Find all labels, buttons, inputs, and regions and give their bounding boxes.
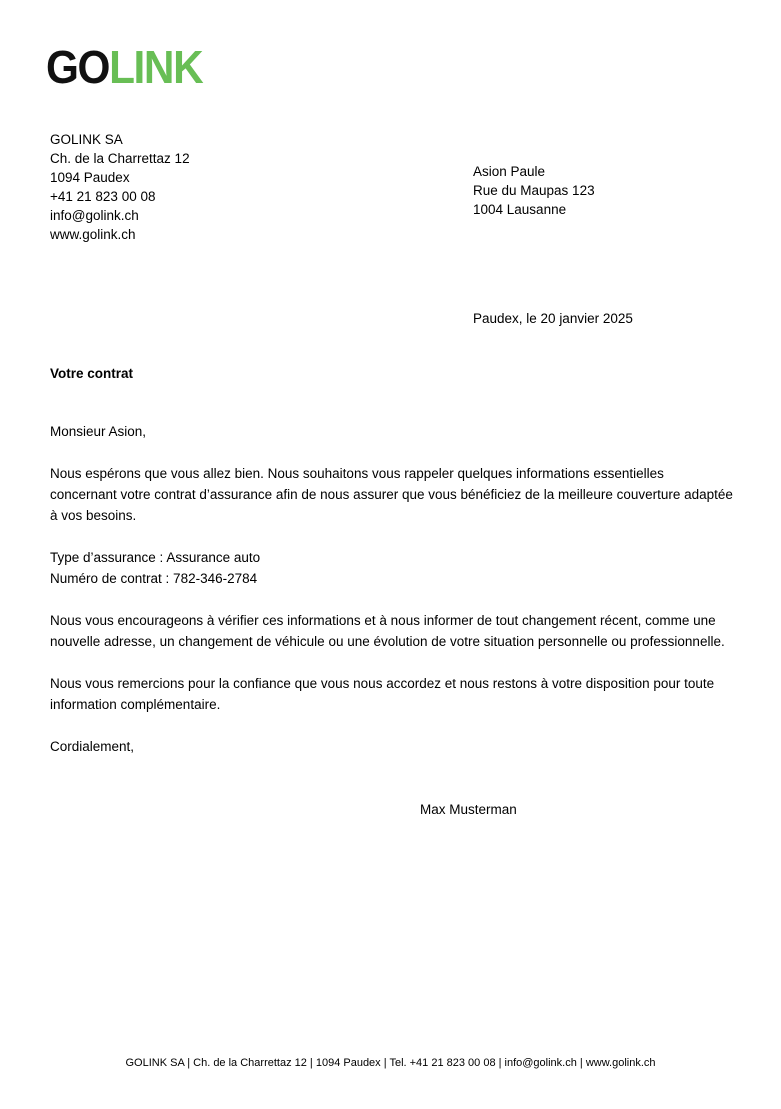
recipient-name: Asion Paule — [473, 164, 546, 179]
company-logo — [46, 41, 203, 93]
closing: Cordialement, — [50, 739, 135, 754]
letter-body — [50, 421, 734, 820]
sender-city: 1094 Paudex — [50, 170, 130, 185]
sender-phone: +41 21 823 00 08 — [50, 189, 156, 204]
sender-website: www.golink.ch — [50, 227, 136, 242]
contract-details — [50, 547, 734, 589]
logo-text-link: LINK — [109, 41, 203, 93]
page-footer: GOLINK SA | Ch. de la Charrettaz 12 | 1094 Paudex | Tel. +41 21 823 00 08 | info@golink.ch | www.golink.ch — [125, 1057, 656, 1069]
contract-type-line: Type d’assurance : Assurance auto — [50, 550, 261, 565]
sender-street: Ch. de la Charrettaz 12 — [50, 151, 190, 166]
recipient-city: 1004 Lausanne — [473, 202, 567, 217]
signature-name: Max Musterman — [420, 802, 517, 817]
paragraph-intro: Nous espérons que vous allez bien. Nous souhaitons vous rappeler quelques informations essentielles concernant votre contrat d’assurance afin de nous assurer que vous bénéficiez de la meilleure couverture adaptée à vos besoins. — [50, 466, 733, 523]
date-line: Paudex, le 20 janvier 2025 — [473, 311, 633, 326]
paragraph-verification: Nous vous encourageons à vérifier ces informations et à nous informer de tout changement récent, comme une nouvelle adresse, un changement de véhicule ou une évolution de votre situation personnelle ou professionnelle. — [50, 613, 725, 649]
recipient-street: Rue du Maupas 123 — [473, 183, 595, 198]
paragraph-thanks: Nous vous remercions pour la confiance que vous nous accordez et nous restons à votre disposition pour toute information complémentaire. — [50, 676, 715, 712]
logo-text-go: GO — [46, 41, 110, 93]
sender-address-block — [50, 130, 190, 244]
sender-company: GOLINK SA — [50, 132, 123, 147]
recipient-address-block — [473, 162, 595, 219]
subject-line: Votre contrat — [50, 366, 134, 381]
contract-number-line: Numéro de contrat : 782-346-2784 — [50, 571, 258, 586]
sender-email: info@golink.ch — [50, 208, 139, 223]
salutation: Monsieur Asion, — [50, 424, 147, 439]
